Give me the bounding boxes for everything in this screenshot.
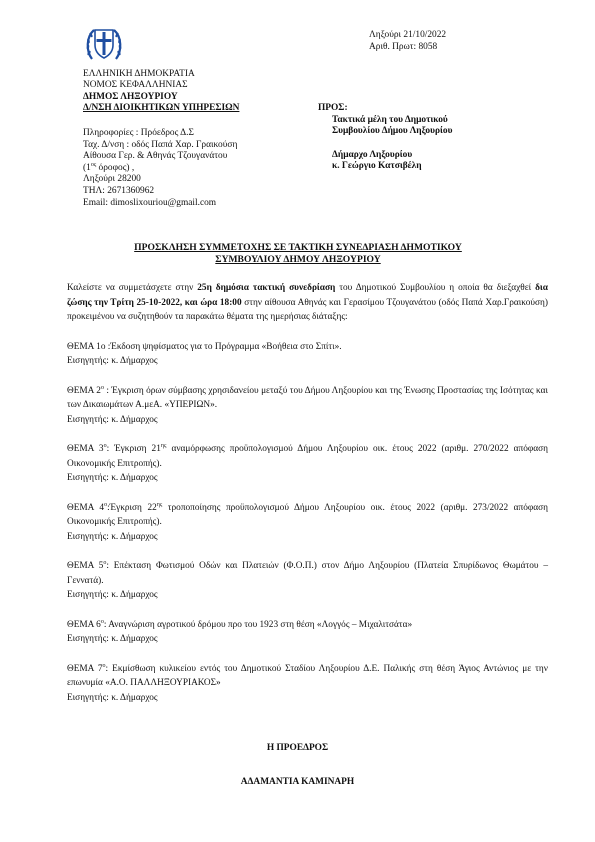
agenda-rapporteur: Εισηγητής: κ. Δήμαρχος [67,531,158,542]
intro-paragraph: Καλείστε να συμμετάσχετε στην 25η δημόσια τακτική συνεδρίαση του Δημοτικού Συμβουλίου η οποία θα διεξαχθεί δια ζώσης την Τρίτη 25-10-2022, και ώρα 18:00 στην αίθουσα Αθηνάς και Γερασίμου Τζουγανάτου (οδός Παπά Χαρ.Γραικούση) προκειμένου να συζητηθούν τα παρακάτω θέματα της ημερήσιας διάταξης: [67,283,549,322]
recipients-label: ΠΡΟΣ: [318,103,348,113]
info-phone: ΤΗΛ: 2671360962 [83,185,155,196]
agenda-item: ΘΕΜΑ $4^o:Έ\gamma\kappa\rho\iota\sigma\eta$ $22^{\eta\varsigma}$ τροποποίησης προϋπολογισμού Δήμου Ληξουρίου οικ. έτους 2022 (αριθμ. 273/2022 απόφαση Οικονομικής Επιτροπής). [67,501,548,527]
signature-name: ΑΔΑΜΑΝΤΙΑ ΚΑΜΙΝΑΡΗ [240,777,355,787]
agenda-rapporteur: Εισηγητής: κ. Δήμαρχος [67,692,158,703]
agenda-rapporteur: Εισηγητής: κ. Δήμαρχος [67,414,158,425]
signature-role: Η ΠΡΟΕΔΡΟΣ [266,743,329,753]
header-department: Δ/ΝΣΗ ΔΙΟΙΚΗΤΙΚΩΝ ΥΠΗΡΕΣΙΩΝ [83,103,240,114]
info-email: Email: dimoslixouriou@gmail.com [83,197,217,208]
agenda-item: ΘΕΜΑ 1ο :Έκδοση ψηφίσματος για το Πρόγραμμα «Βοήθεια στο Σπίτι». [67,341,342,352]
date-block [369,30,446,53]
agenda-rapporteur: Εισηγητής: κ. Δήμαρχος [67,473,158,483]
agenda-item: ΘΕΜΑ $5^o$: Επέκταση Φωτισμού Οδών και Πλατειών (Φ.Ο.Π.) στον Δήμο Ληξουρίου (Πλατεία Σπυρίδωνος Θωμάτου – Γεννατά). [67,559,548,586]
info-line: Αίθουσα Γερ. & Αθηνάς Τζουγανάτου [83,151,228,162]
recipient-council: Τακτικά μέλη του Δημοτικού Συμβουλίου Δήμου Ληξουρίου [332,114,453,136]
header-municipality: ΔΗΜΟΣ ΛΗΞΟΥΡΙΟΥ [83,91,178,102]
info-line: Ληξούρι 28200 [83,174,141,185]
issuer-header [83,69,239,115]
agenda-item: ΘΕΜΑ $7^o$: Εκμίσθωση κυλικείου εντός του Δημοτικού Σταδίου Ληξουρίου Δ.Ε. Παλικής στη θέση Άγιος Αντώνιος με την επωνυμία «Α.Ο. ΠΑΛΛΗΞΟΥΡΙΑΚΟΣ» [67,662,548,688]
document-date: Ληξούρι 21/10/2022 [369,30,447,40]
agenda-item: ΘΕΜΑ $2^o$ : Έγκριση όρων σύμβασης χρησιδανείου μεταξύ του Δήμου Ληξουρίου και της Ένωσης Προστασίας της Ισότητας και των Δικαιωμάτων Α.μεΑ. «ΥΠΕΡΙΩΝ». [67,384,548,410]
header-line-republic: ΕΛΛΗΝΙΚΗ ΔΗΜΟΚΡΑΤΙΑ [83,69,195,79]
agenda-rapporteur: Εισηγητής: κ. Δήμαρχος [67,634,158,644]
document-title: ΠΡΟΣΚΛΗΣΗ ΣΥΜΜΕΤΟΧΗΣ ΣΕ ΤΑΚΤΙΚΗ ΣΥΝΕΔΡΙΑΣΗ ΔΗΜΟΤΙΚΟΥ ΣΥΜΒΟΥΛΙΟΥ ΔΗΜΟΥ ΛΗΞΟΥΡΙΟΥ [134,242,462,265]
agenda-item: ΘΕΜΑ $6^o$: Αναγνώριση αγροτικού δρόμου προ του 1923 στη θέση «Λογγός – Μιχαλιτσάτα» [67,618,413,630]
protocol-number: Αριθ. Πρωτ: 8058 [369,41,438,52]
agenda-item: ΘΕΜΑ $3^o$: Έγκριση $21^{\eta\varsigma}$ αναμόρφωσης προϋπολογισμού Δήμου Ληξουρίου οικ. έτους 2022 (αριθμ. 270/2022 απόφαση Οικονομικής Επιτροπής). [67,442,548,469]
info-line: Ταχ. Δ/νση : οδός Παπά Χαρ. Γραικούση [83,139,238,150]
recipients-block [318,103,452,173]
header-line-prefecture: ΝΟΜΟΣ ΚΕΦΑΛΛΗΝΙΑΣ [83,80,188,91]
info-line: ($1^{o\varsigma}$ όροφος) , [83,161,135,173]
agenda-rapporteur: Εισηγητής: κ. Δήμαρχος [67,590,158,600]
info-line: Πληροφορίες : Πρόεδρος Δ.Σ [83,128,194,138]
recipient-mayor: Δήμαρχο Ληξουρίου κ. Γεώργιο Κατσιβέλη [332,149,422,171]
agenda-rapporteur: Εισηγητής: κ. Δήμαρχος [67,356,158,366]
contact-info [83,128,237,209]
hellenic-republic-emblem [83,23,125,65]
document-body [67,281,548,705]
